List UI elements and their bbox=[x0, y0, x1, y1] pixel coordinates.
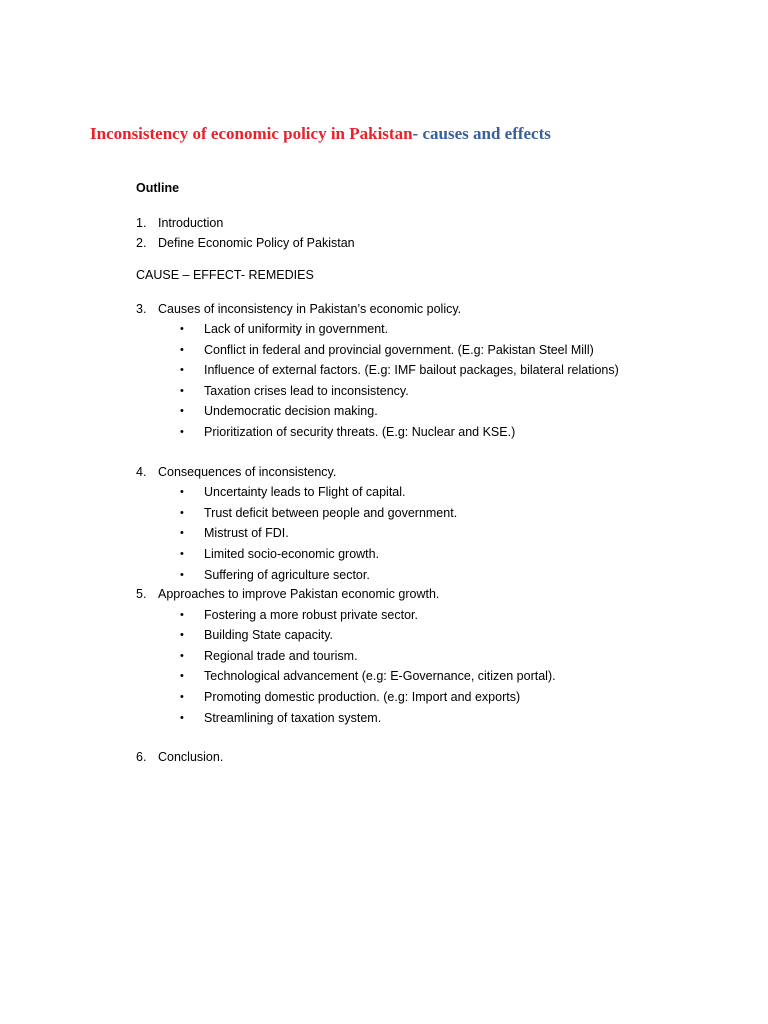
item-text: Causes of inconsistency in Pakistan’s economic policy. bbox=[158, 302, 462, 316]
bullet-icon: • bbox=[180, 670, 184, 682]
bullet-text: Prioritization of security threats. (E.g: Nuclear and KSE.) bbox=[204, 425, 516, 439]
item-number: 4. bbox=[136, 465, 147, 479]
title-part-policy: of economic policy in Pakistan bbox=[188, 124, 413, 143]
outline-heading: Outline bbox=[136, 181, 180, 195]
item-number: 2. bbox=[136, 236, 147, 250]
bullet-icon: • bbox=[180, 712, 184, 724]
item-text: Conclusion. bbox=[158, 750, 224, 764]
item-number: 6. bbox=[136, 750, 147, 764]
item-text: Consequences of inconsistency. bbox=[158, 465, 337, 479]
bullet-text: Streamlining of taxation system. bbox=[204, 711, 382, 725]
item-text: Define Economic Policy of Pakistan bbox=[158, 236, 355, 250]
item-number: 3. bbox=[136, 302, 147, 316]
bullet-text: Promoting domestic production. (e.g: Import and exports) bbox=[204, 690, 521, 704]
bullet-text: Influence of external factors. (E.g: IMF bailout packages, bilateral relations) bbox=[204, 363, 619, 377]
bullet-text: Limited socio-economic growth. bbox=[204, 547, 380, 561]
bullet-icon: • bbox=[180, 609, 184, 621]
bullet-text: Regional trade and tourism. bbox=[204, 649, 358, 663]
bullet-text: Taxation crises lead to inconsistency. bbox=[204, 384, 409, 398]
title-part-inconsistency: Inconsistency bbox=[90, 124, 189, 143]
title-part-causes: - causes and effects bbox=[412, 124, 551, 143]
item-text: Approaches to improve Pakistan economic growth. bbox=[158, 587, 440, 601]
bullet-text: Suffering of agriculture sector. bbox=[204, 568, 370, 582]
bullet-text: Fostering a more robust private sector. bbox=[204, 608, 418, 622]
bullet-icon: • bbox=[180, 650, 184, 662]
item-number: 1. bbox=[136, 216, 147, 230]
bullet-icon: • bbox=[180, 426, 184, 438]
bullet-icon: • bbox=[180, 629, 184, 641]
bullet-icon: • bbox=[180, 323, 184, 335]
document-title bbox=[90, 124, 551, 144]
bullet-text: Conflict in federal and provincial government. (E.g: Pakistan Steel Mill) bbox=[204, 343, 594, 357]
item-number: 5. bbox=[136, 587, 147, 601]
bullet-icon: • bbox=[180, 548, 184, 560]
bullet-text: Uncertainty leads to Flight of capital. bbox=[204, 485, 406, 499]
bullet-text: Lack of uniformity in government. bbox=[204, 322, 389, 336]
bullet-icon: • bbox=[180, 569, 184, 581]
bullet-icon: • bbox=[180, 405, 184, 417]
bullet-icon: • bbox=[180, 344, 184, 356]
item-text: Introduction bbox=[158, 216, 224, 230]
bullet-icon: • bbox=[180, 507, 184, 519]
bullet-text: Trust deficit between people and government. bbox=[204, 506, 458, 520]
bullet-text: Mistrust of FDI. bbox=[204, 526, 289, 540]
bullet-icon: • bbox=[180, 486, 184, 498]
bullet-text: Undemocratic decision making. bbox=[204, 404, 378, 418]
bullet-icon: • bbox=[180, 385, 184, 397]
bullet-icon: • bbox=[180, 527, 184, 539]
cause-effect-text: CAUSE – EFFECT- REMEDIES bbox=[136, 268, 314, 282]
bullet-icon: • bbox=[180, 691, 184, 703]
bullet-icon: • bbox=[180, 364, 184, 376]
bullet-text: Building State capacity. bbox=[204, 628, 334, 642]
bullet-text: Technological advancement (e.g: E-Governance, citizen portal). bbox=[204, 669, 556, 683]
